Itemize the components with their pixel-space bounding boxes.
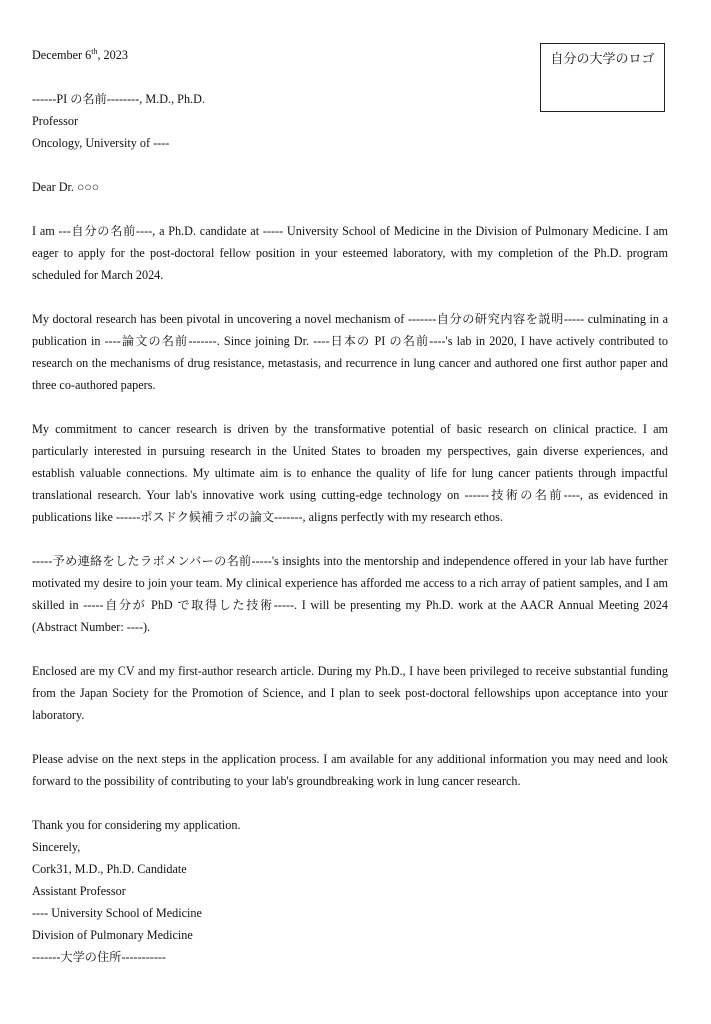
spacer xyxy=(32,638,668,660)
paragraph-enclosures: Enclosed are my CV and my first-author research article. During my Ph.D., I have been privileged to receive substantial funding from the Japan Society for the Promotion of Science, and I plan to seek post-doctoral fellowships upon acceptance into your laboratory. xyxy=(32,664,668,722)
spacer xyxy=(32,396,668,418)
signature-name: Cork31, M.D., Ph.D. Candidate xyxy=(32,862,187,876)
date-ordinal: th xyxy=(91,46,98,56)
cover-letter xyxy=(32,44,668,968)
closing-thanks: Thank you for considering my application. xyxy=(32,818,241,832)
recipient-department: Oncology, University of ---- xyxy=(32,136,170,150)
spacer xyxy=(32,198,668,220)
recipient-name: ------PI の名前--------, M.D., Ph.D. xyxy=(32,92,205,106)
paragraph-introduction: I am ---自分の名前----, a Ph.D. candidate at ----- University School of Medicine in the Division of Pulmonary Medicine. I am eager to apply for the post-doctoral fellow position in your esteemed laboratory, with my completion of the Ph.D. program scheduled for March 2024. xyxy=(32,224,668,282)
recipient-title: Professor xyxy=(32,114,79,128)
paragraph-commitment: My commitment to cancer research is driven by the transformative potential of basic research on clinical practice. I am particularly interested in pursuing research in the United States to broaden my perspectives, gain diverse experiences, and establish valuable connections. My ultimate aim is to enhance the quality of life for lung cancer patients through impactful translational research. Your lab's innovative work using cutting-edge technology on ------技術の名前----, as evidenced in publications like ------ポスドク候補ラボの論文-------, aligns perfectly with my research ethos. xyxy=(32,422,668,524)
salutation: Dear Dr. ○○○ xyxy=(32,180,100,194)
spacer xyxy=(32,726,668,748)
letter-date xyxy=(32,44,668,66)
closing-signoff: Sincerely, xyxy=(32,840,81,854)
date-suffix: , 2023 xyxy=(97,48,128,62)
paragraph-doctoral-research: My doctoral research has been pivotal in uncovering a novel mechanism of -------自分の研究内容を説明----- culminating in a publication in ----論文の名前-------. Since joining Dr. ----日本の PI の名前----'s lab in 2020, I have actively contributed to research on the mechanisms of drug resistance, metastasis, and recurrence in lung cancer and authored one first author paper and three co-authored papers. xyxy=(32,312,668,392)
signature-position: Assistant Professor xyxy=(32,884,126,898)
spacer xyxy=(32,286,668,308)
paragraph-lab-insights: -----予め連絡をしたラボメンバーの名前-----'s insights into the mentorship and independence offered in your lab have further motivated my desire to join your team. My clinical experience has afforded me access to a rich array of patient samples, and I am skilled in -----自分が PhD で取得した技術-----. I will be presenting my Ph.D. work at the AACR Annual Meeting 2024 (Abstract Number: ----). xyxy=(32,554,668,634)
spacer xyxy=(32,792,668,814)
signature-division: Division of Pulmonary Medicine xyxy=(32,928,193,942)
spacer xyxy=(32,528,668,550)
spacer xyxy=(32,154,668,176)
paragraph-next-steps: Please advise on the next steps in the application process. I am available for any additional information you may need and look forward to the possibility of contributing to your lab's groundbreaking work in lung cancer research. xyxy=(32,752,668,788)
signature-address: -------大学の住所----------- xyxy=(32,950,166,964)
logo-placeholder-text: 自分の大学のロゴ xyxy=(550,51,655,66)
spacer xyxy=(32,66,668,88)
signature-school: ---- University School of Medicine xyxy=(32,906,202,920)
date-prefix: December 6 xyxy=(32,48,92,62)
